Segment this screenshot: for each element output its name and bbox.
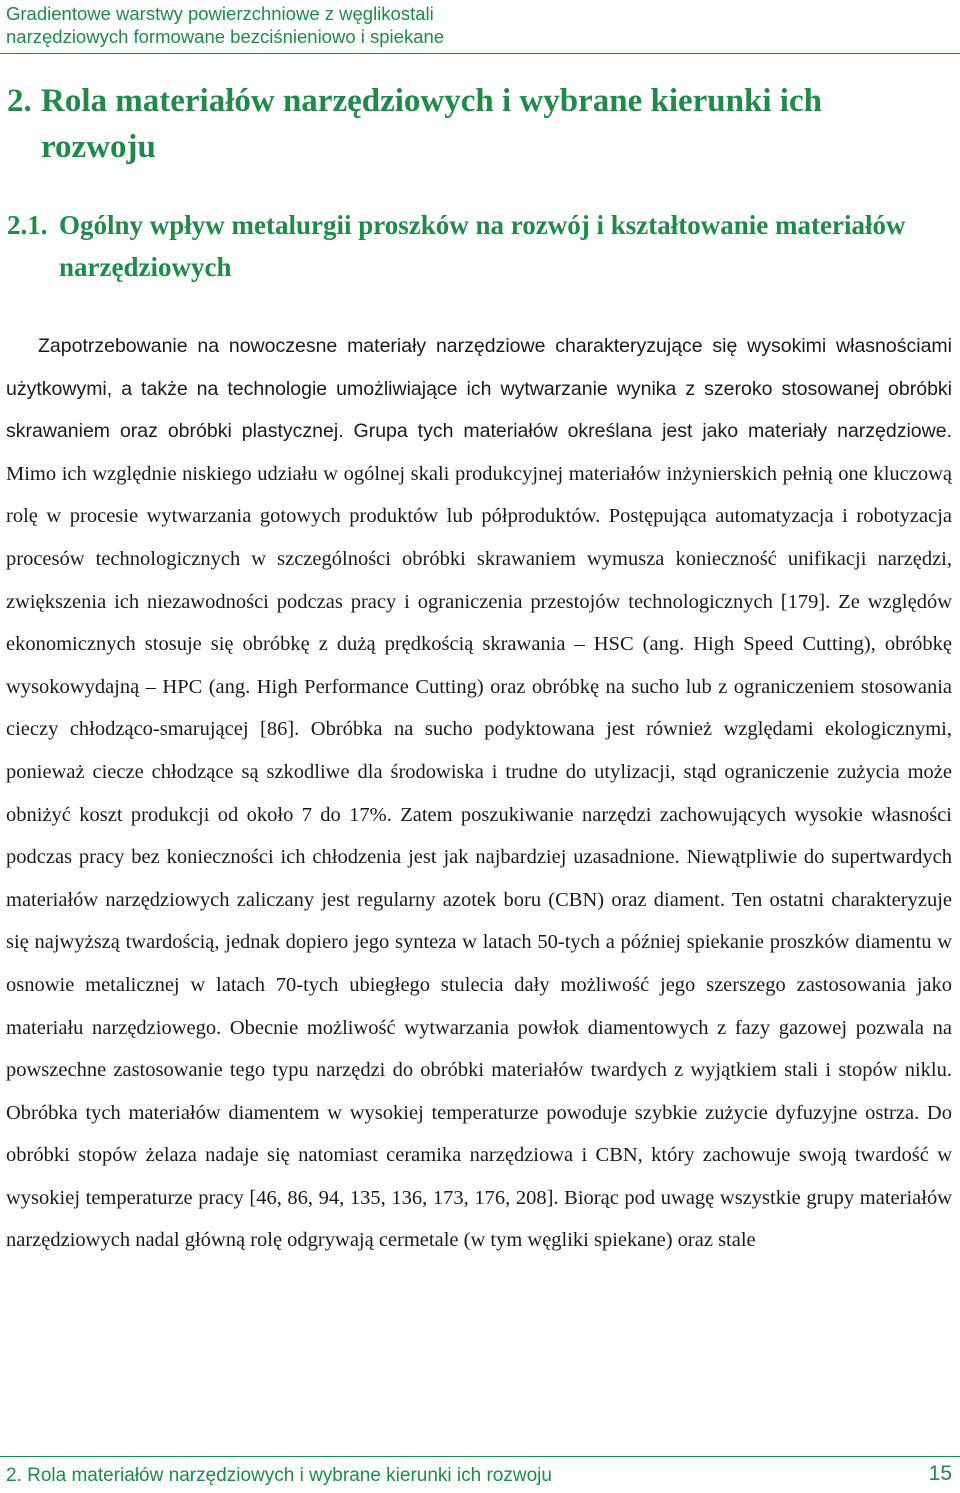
chapter-heading <box>7 78 907 170</box>
chapter-title: Rola materiałów narzędziowych i wybrane kierunki ich rozwoju <box>41 83 822 165</box>
body-text-part-1: Zapotrzebowanie na nowoczesne materiały narzędziowe charakteryzujące się wysokimi własnościami użytkowymi, a także na technologie umożliwiające ich wytwarzanie wynika z szeroko stosowanej obróbki skrawaniem oraz obróbki plastycznej. Grupa tych materiałów określana jest jako materiały narzędziowe. <box>6 335 952 443</box>
running-header-line-2: narzędziowych formowane bezciśnieniowo i spiekane <box>6 26 445 47</box>
running-header <box>6 2 946 48</box>
section-title: Ogólny wpływ metalurgii proszków na rozwój i kształtowanie materiałów narzędziowych <box>59 210 906 282</box>
section-heading <box>7 204 947 288</box>
chapter-number: 2. <box>7 83 32 119</box>
section-number: 2.1. <box>7 210 48 240</box>
footer-divider <box>0 1456 960 1457</box>
header-divider <box>0 53 960 54</box>
body-paragraph <box>6 325 952 1262</box>
body-text-part-2: Mimo ich względnie niskiego udziału w ogólnej skali produkcyjnej materiałów inżynierskich pełnią one kluczową rolę w procesie wytwarzania gotowych produktów lub półproduktów. Postępująca automatyzacja i robotyzacja procesów technologicznych w szczególności obróbki skrawaniem wymusza konieczność unifikacji narzędzi, zwiększenia ich niezawodności podczas pracy i ograniczenia przestojów technologicznych [179]. Ze względów ekonomicznych stosuje się obróbkę z dużą prędkością skrawania – HSC (ang. High Speed Cutting), obróbkę wysokowydajną – HPC (ang. High Performance Cutting) oraz obróbkę na sucho lub z ograniczeniem stosowania cieczy chłodząco-smarującej [86]. Obróbka na sucho podyktowana jest również względami ekologicznymi, ponieważ ciecze chłodzące są szkodliwe dla środowiska i trudne do utylizacji, stąd ograniczenie zużycia może obniżyć koszt produkcji od około 7 do 17%. Zatem poszukiwanie narzędzi zachowujących wysokie własności podczas pracy bez konieczności ich chłodzenia jest jak najbardziej uzasadnione. Niewątpliwie do supertwardych materiałów narzędziowych zaliczany jest regularny azotek boru (CBN) oraz diament. Ten ostatni charakteryzuje się najwyższą twardością, jednak dopiero jego synteza w latach 50-tych a później spiekanie proszków diamentu w osnowie metalicznej w latach 70-tych ubiegłego stulecia dały możliwość jego szerszego zastosowania jako materiału narzędziowego. Obecnie możliwość wytwarzania powłok diamentowych z fazy gazowej pozwala na powszechne zastosowanie tego typu narzędzi do obróbki materiałów twardych z wyjątkiem stali i stopów niklu. Obróbka tych materiałów diamentem w wysokiej temperaturze powoduje szybkie zużycie dyfuzyjne ostrza. Do obróbki stopów żelaza nadaje się natomiast ceramika narzędziowa i CBN, który zachowuje swoją twardość w wysokiej temperaturze pracy [46, 86, 94, 135, 136, 173, 176, 208]. Biorąc pod uwagę wszystkie grupy materiałów narzędziowych nadal główną rolę odgrywają cermetale (w tym węgliki spiekane) oraz stale <box>6 462 952 1252</box>
page-number: 15 <box>928 1462 952 1485</box>
footer-chapter-title: 2. Rola materiałów narzędziowych i wybrane kierunki ich rozwoju <box>6 1465 552 1486</box>
running-header-line-1: Gradientowe warstwy powierzchniowe z węglikostali <box>6 3 434 24</box>
